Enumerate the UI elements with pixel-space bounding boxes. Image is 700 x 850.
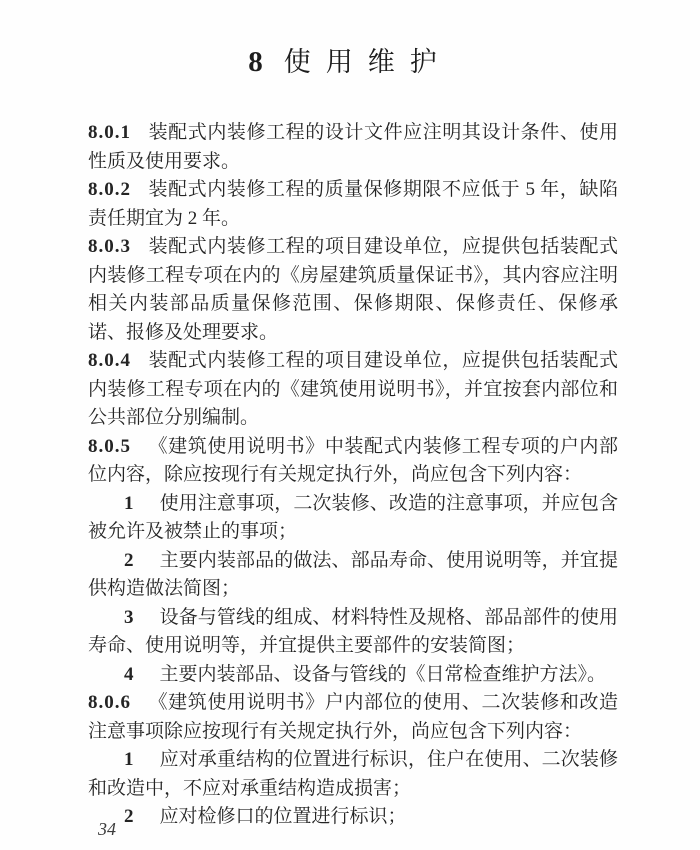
body-text bbox=[0, 119, 700, 832]
item-text: 主要内装部品的做法、部品寿命、使用说明等，并宜提供构造做法简图； bbox=[88, 549, 618, 599]
list-item-2b bbox=[88, 803, 618, 832]
clause-text: 装配式内装修工程的设计文件应注明其设计条件、使用性质及使用要求。 bbox=[88, 122, 618, 172]
item-number: 1 bbox=[124, 492, 135, 514]
item-number: 3 bbox=[124, 606, 135, 628]
list-item-3 bbox=[88, 604, 618, 661]
list-item-1 bbox=[88, 490, 618, 547]
clause-number: 8.0.5 bbox=[88, 435, 131, 457]
clause-number: 8.0.6 bbox=[88, 692, 131, 713]
item-number: 2 bbox=[124, 806, 135, 827]
clause-number: 8.0.3 bbox=[88, 236, 131, 257]
item-text: 应对检修口的位置进行标识； bbox=[159, 806, 407, 827]
list-item-4 bbox=[88, 661, 618, 690]
item-text: 主要内装部品、设备与管线的《日常检查维护方法》。 bbox=[159, 663, 607, 685]
clause-8-0-2 bbox=[88, 176, 618, 233]
item-text: 应对承重结构的位置进行标识，住户在使用、二次装修和改造中，不应对承重结构造成损害； bbox=[88, 749, 618, 799]
clause-number: 8.0.2 bbox=[88, 179, 131, 200]
item-number: 1 bbox=[124, 749, 135, 770]
item-number: 4 bbox=[124, 663, 135, 685]
list-item-2 bbox=[88, 547, 618, 604]
clause-text: 《建筑使用说明书》中装配式内装修工程专项的户内部位内容，除应按现行有关规定执行外，尚应包含下列内容： bbox=[88, 435, 618, 485]
clause-8-0-1 bbox=[88, 119, 618, 176]
clause-8-0-3 bbox=[88, 233, 618, 347]
chapter-title-text: 使用维护 bbox=[283, 47, 452, 77]
item-text: 设备与管线的组成、材料特性及规格、部品部件的使用寿命、使用说明等，并宜提供主要部件的安装简图； bbox=[88, 606, 618, 656]
chapter-number: 8 bbox=[248, 46, 263, 78]
clause-8-0-6 bbox=[88, 689, 618, 746]
page-number: 34 bbox=[98, 819, 116, 839]
chapter-title bbox=[0, 0, 700, 80]
item-text: 使用注意事项，二次装修、改造的注意事项，并应包含被允许及被禁止的事项； bbox=[88, 492, 618, 542]
clause-text: 装配式内装修工程的项目建设单位，应提供包括装配式内装修工程专项在内的《建筑使用说明书》，并宜按套内部位和公共部位分别编制。 bbox=[88, 350, 618, 428]
item-number: 2 bbox=[124, 549, 135, 571]
clause-number: 8.0.1 bbox=[88, 122, 131, 143]
clause-text: 装配式内装修工程的项目建设单位，应提供包括装配式内装修工程专项在内的《房屋建筑质量保证书》，其内容应注明相关内装部品质量保修范围、保修期限、保修责任、保修承诺、报修及处理要求。 bbox=[88, 236, 618, 343]
clause-text: 装配式内装修工程的质量保修期限不应低于 5 年，缺陷责任期宜为 2 年。 bbox=[88, 179, 618, 229]
clause-number: 8.0.4 bbox=[88, 350, 131, 371]
clause-8-0-5 bbox=[88, 433, 618, 490]
clause-8-0-4 bbox=[88, 347, 618, 433]
clause-text: 《建筑使用说明书》户内部位的使用、二次装修和改造注意事项除应按现行有关规定执行外，尚应包含下列内容： bbox=[88, 692, 618, 742]
list-item-1b bbox=[88, 746, 618, 803]
